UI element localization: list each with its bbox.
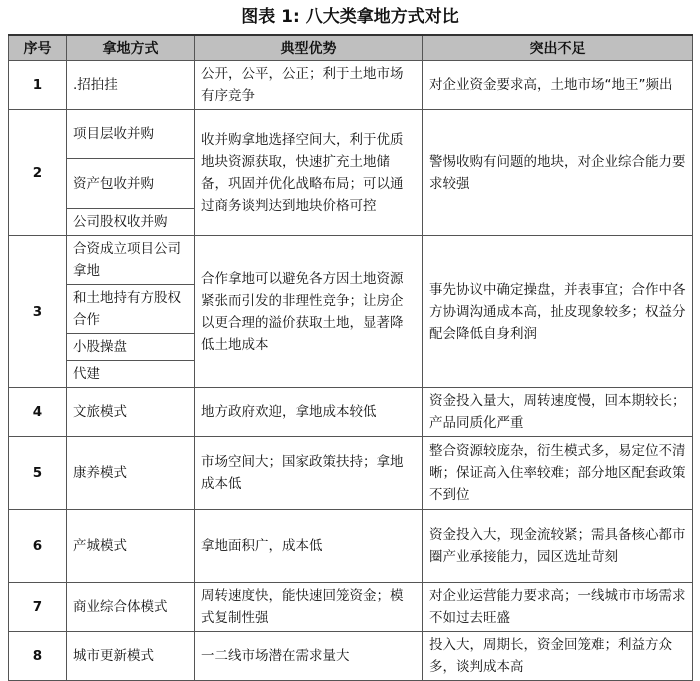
table-row <box>9 61 693 110</box>
advantage-cell: 地方政府欢迎，拿地成本较低 <box>195 388 423 437</box>
table-row <box>9 632 693 681</box>
table-row <box>9 236 693 388</box>
weakness-cell: 对企业资金要求高，土地市场“地王”频出 <box>423 61 693 110</box>
row-index: 6 <box>9 510 67 583</box>
advantage-cell: 拿地面积广，成本低 <box>195 510 423 583</box>
method-item: 文旅模式 <box>73 404 127 420</box>
method-item: 产城模式 <box>73 538 127 554</box>
method-cell <box>67 437 195 510</box>
table-row <box>9 583 693 632</box>
method-cell <box>67 510 195 583</box>
method-item: 和土地持有方股权合作 <box>67 285 194 334</box>
row-index: 8 <box>9 632 67 681</box>
row-index: 2 <box>9 110 67 236</box>
method-cell <box>67 236 195 388</box>
method-item: 项目层收并购 <box>67 110 194 159</box>
weakness-cell: 对企业运营能力要求高；一线城市市场需求不如过去旺盛 <box>423 583 693 632</box>
method-cell <box>67 632 195 681</box>
advantage-cell: 周转速度快，能快速回笼资金；模式复制性强 <box>195 583 423 632</box>
row-index: 5 <box>9 437 67 510</box>
weakness-cell: 警惕收购有问题的地块，对企业综合能力要求较强 <box>423 110 693 236</box>
advantage-cell: 合作拿地可以避免各方因土地资源紧张而引发的非理性竞争；让房企以更合理的溢价获取土地，显著降低土地成本 <box>195 236 423 388</box>
table-row <box>9 510 693 583</box>
row-index: 3 <box>9 236 67 388</box>
method-cell <box>67 583 195 632</box>
advantage-cell: 公开，公平，公正；利于土地市场有序竞争 <box>195 61 423 110</box>
advantage-cell: 市场空间大；国家政策扶持；拿地成本低 <box>195 437 423 510</box>
row-index: 1 <box>9 61 67 110</box>
method-item: 合资成立项目公司拿地 <box>67 236 194 285</box>
weakness-cell: 资金投入大，现金流较紧；需具备核心都市圈产业承接能力，园区选址苛刻 <box>423 510 693 583</box>
table-row <box>9 388 693 437</box>
header-index: 序号 <box>9 35 67 61</box>
method-item: 代建 <box>73 366 100 382</box>
header-advantage: 典型优势 <box>195 35 423 61</box>
weakness-cell: 整合资源较庞杂，衍生模式多，易定位不清晰；保证高入住率较难；部分地区配套政策不到位 <box>423 437 693 510</box>
table-row <box>9 110 693 236</box>
method-item: .招拍挂 <box>73 77 118 93</box>
weakness-cell: 资金投入量大，周转速度慢，回本期较长；产品同质化严重 <box>423 388 693 437</box>
method-item: 公司股权收并购 <box>73 214 168 230</box>
method-cell <box>67 388 195 437</box>
row-index: 7 <box>9 583 67 632</box>
method-item: 城市更新模式 <box>73 648 154 664</box>
method-item: 小股操盘 <box>67 334 194 361</box>
method-cell <box>67 110 195 236</box>
table-title: 图表 1: 八大类拿地方式对比 <box>241 7 459 27</box>
advantage-cell: 收并购拿地选择空间大，利于优质地块资源获取，快速扩充土地储备，巩固并优化战略布局；可以通过商务谈判达到地块价格可控 <box>195 110 423 236</box>
comparison-table <box>8 34 693 681</box>
method-item: 商业综合体模式 <box>73 599 168 615</box>
header-row <box>9 35 693 61</box>
method-item: 资产包收并购 <box>67 159 194 209</box>
row-index: 4 <box>9 388 67 437</box>
method-cell <box>67 61 195 110</box>
advantage-cell: 一二线市场潜在需求量大 <box>195 632 423 681</box>
method-item: 康养模式 <box>73 465 127 481</box>
header-method: 拿地方式 <box>67 35 195 61</box>
weakness-cell: 投入大，周期长，资金回笼难；利益方众多，谈判成本高 <box>423 632 693 681</box>
table-row <box>9 437 693 510</box>
header-weakness: 突出不足 <box>423 35 693 61</box>
weakness-cell: 事先协议中确定操盘，并表事宜；合作中各方协调沟通成本高，扯皮现象较多；权益分配会降低自身利润 <box>423 236 693 388</box>
